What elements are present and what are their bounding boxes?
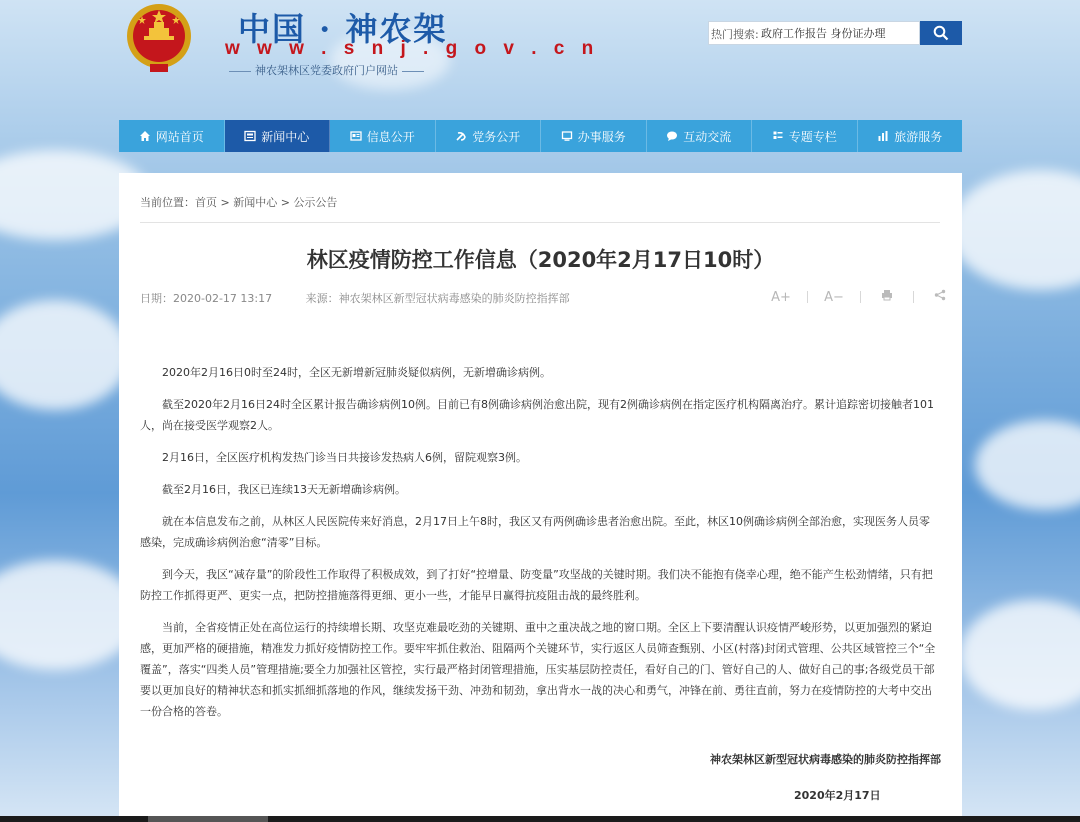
site-name[interactable]: 中国 · 神农架 [238,10,448,48]
site-subtitle [225,62,428,78]
article-paragraph: 当前，全省疫情正处在高位运行的持续增长期、攻坚克难最吃劲的关键期、重中之重决战之地的窗口期。全区上下要清醒认识疫情严峻形势，以更加强烈的紧迫感，更加严格的硬措施，精准发力抓好疫情防控工作。要牢牢抓住救治、阻隔两个关键环节，实行返区人员筛查甄别、小区(村落)封闭式管理、公共区域管控三个“全覆盖”，落实“四类人员”管理措施;要全力加强社区管控，实行最严格封闭管理措施，压实基层防控责任，看好自己的门、管好自己的人、做好自己的事;各级党员干部要以更加良好的精神状态和抓实抓细抓落地的作风，继续发扬干劲、冲劲和韧劲，拿出背水一战的决心和勇气，冲锋在前、勇往直前，努力在疫情防控的大考中交出一份合格的答卷。 [140,621,936,718]
divider [860,291,861,303]
search-box [708,21,920,45]
nav-label: 互动交流 [683,129,732,144]
font-increase-button[interactable]: A+ [771,289,791,305]
breadcrumb-news[interactable]: 新闻中心 [233,196,278,209]
breadcrumb-current[interactable]: 公示公告 [293,196,338,209]
divider [140,222,940,223]
article-meta [140,290,570,306]
article-panel [119,173,962,822]
article-paragraph: 截至2020年2月16日24时全区累计报告确诊病例10例。目前已有8例确诊病例治愈出院，现有2例确诊病例在指定医疗机构隔离治疗。累计追踪密切接触者101人，尚在接受医学观察2人。 [140,398,934,432]
article-paragraph: 2月16日，全区医疗机构发热门诊当日共接诊发热病人6例，留院观察3例。 [162,451,527,464]
nav-item-interaction[interactable] [647,120,753,152]
article-paragraph: 到今天，我区“减存量”的阶段性工作取得了积极成效，到了打好“控增量、防变量”攻坚战的关键时期。我们决不能抱有侥幸心理，绝不能产生松劲情绪，只有把防控工作抓得更严、更实一点，把防控措施落得更细、更小一些，才能早日赢得抗疫阻击战的最终胜利。 [140,568,933,602]
nav-item-home[interactable] [119,120,225,152]
font-decrease-button[interactable]: A− [824,289,844,305]
taskbar [0,816,1080,822]
home-icon [139,130,151,142]
article-paragraph: 2020年2月16日0时至24时，全区无新增新冠肺炎疑似病例，无新增确诊病例。 [162,366,551,379]
nav-item-service[interactable] [541,120,647,152]
article-body [140,362,940,733]
nav-item-party[interactable] [436,120,542,152]
breadcrumb-separator: > [217,196,234,209]
service-icon [561,130,573,142]
news-icon [244,130,256,142]
article-paragraph: 就在本信息发布之前，从林区人民医院传来好消息，2月17日上午8时，我区又有两例确诊患者治愈出院。至此，林区10例确诊病例全部治愈，实现医务人员零感染，完成确诊病例治愈“清零”目标。 [140,515,930,549]
nav-label: 旅游服务 [894,129,943,144]
nav-label: 网站首页 [155,129,204,144]
nav-label: 党务公开 [472,129,521,144]
print-icon [881,289,893,301]
breadcrumb [140,194,337,210]
publish-date: 2020-02-17 13:17 [173,292,273,305]
tourism-icon [877,130,889,142]
site-header [0,0,1080,118]
search-icon [933,25,949,41]
breadcrumb-home[interactable]: 首页 [195,196,217,209]
search-input[interactable] [761,22,919,44]
site-url: w w w . s n j . g o v . c n [225,38,600,59]
breadcrumb-prefix: 当前位置： [140,196,195,209]
share-icon [934,289,946,301]
nav-label: 新闻中心 [261,129,310,144]
article-tools [763,289,958,305]
chat-icon [666,130,678,142]
article-source: 神农架林区新型冠状病毒感染的肺炎防控指挥部 [338,292,570,305]
nav-label: 信息公开 [366,129,415,144]
breadcrumb-separator: > [277,196,294,209]
print-button[interactable] [869,289,905,305]
share-button[interactable] [922,289,958,305]
search-button[interactable] [920,21,962,45]
article-sign-date: 2020年2月17日 [794,789,881,802]
national-emblem-icon [124,2,194,74]
nav-item-news[interactable] [225,120,331,152]
nav-item-topics[interactable] [752,120,858,152]
info-icon [350,130,362,142]
date-label: 日期： [140,292,173,305]
source-label: 来源： [305,292,339,305]
hot-search-label: 热门搜索: [711,28,759,41]
nav-item-tourism[interactable] [858,120,963,152]
article-title: 林区疫情防控工作信息（2020年2月17日10时） [306,248,775,272]
article-paragraph: 截至2月16日，我区已连续13天无新增确诊病例。 [162,483,406,496]
topic-icon [772,130,784,142]
site-subtitle-text: 神农架林区党委政府门户网站 [255,64,398,77]
divider [807,291,808,303]
nav-label: 办事服务 [577,129,626,144]
article-signature: 神农架林区新型冠状病毒感染的肺炎防控指挥部 [710,753,941,766]
nav-label: 专题专栏 [788,129,837,144]
main-nav [119,120,962,152]
taskbar-tab[interactable] [148,816,268,822]
divider [913,291,914,303]
party-icon [455,130,467,142]
nav-item-info[interactable] [330,120,436,152]
